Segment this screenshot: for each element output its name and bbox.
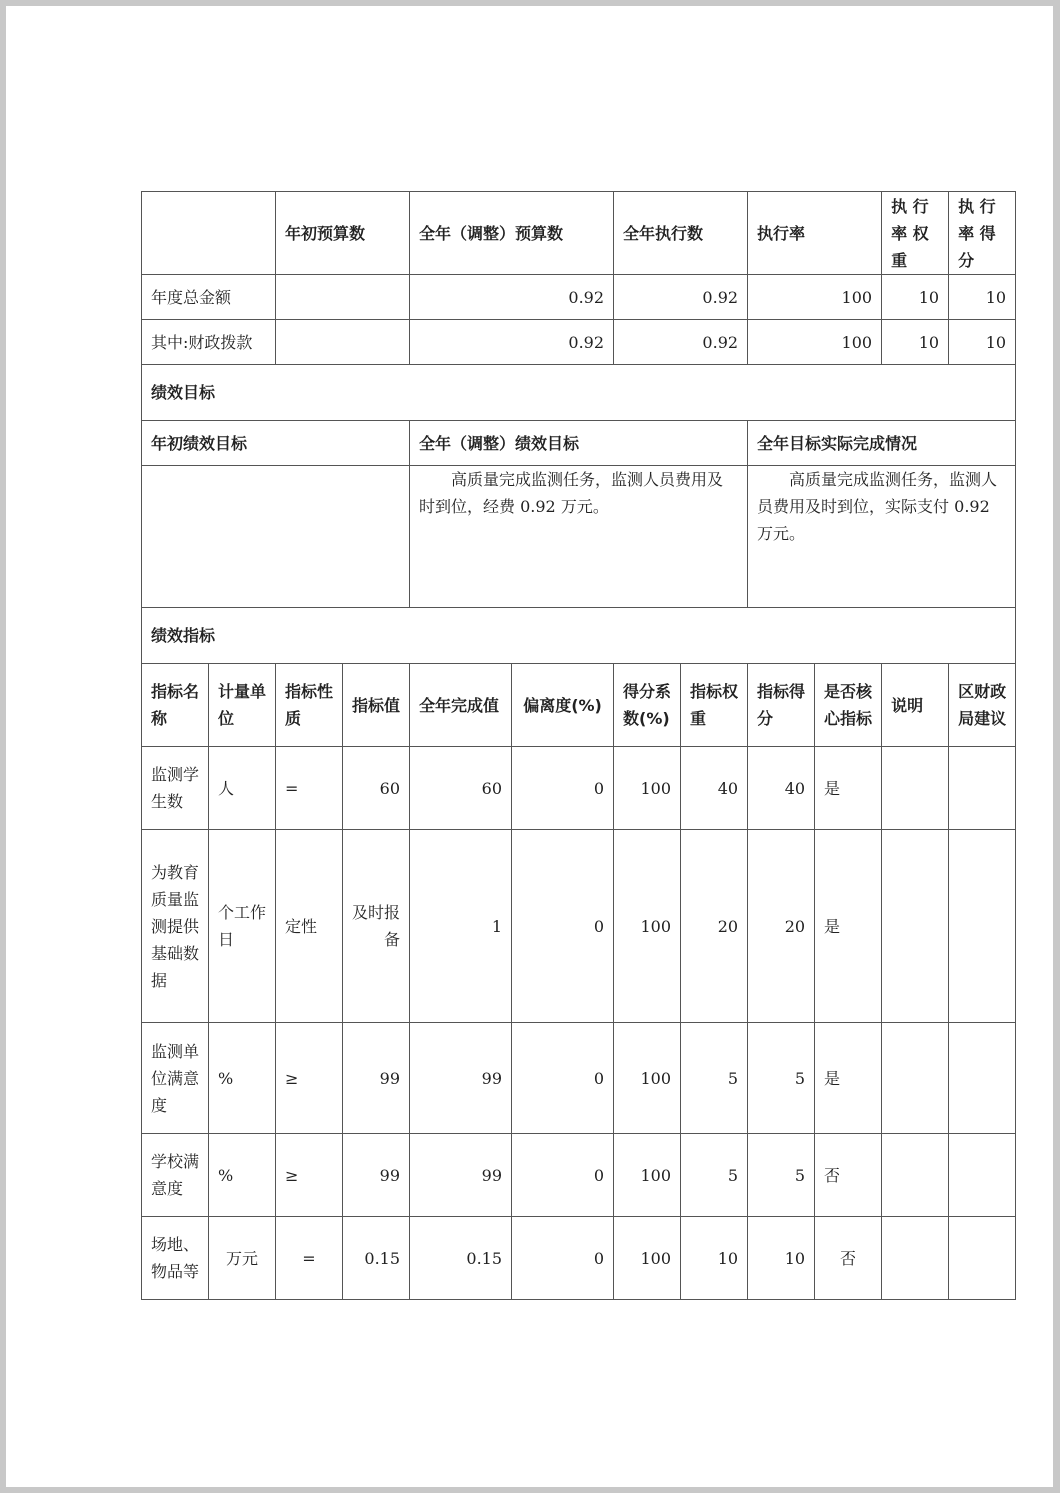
indicator-note: [882, 747, 949, 830]
budget-header-adjusted: 全年（调整）预算数: [410, 192, 614, 275]
indicator-unit: %: [209, 1134, 276, 1217]
indicator-deviation: 0: [512, 1134, 614, 1217]
budget-row-adjusted: 0.92: [410, 275, 614, 320]
indicator-completed: 60: [410, 747, 512, 830]
indicator-unit: 人: [209, 747, 276, 830]
indicator-nature: ≥: [276, 1023, 343, 1134]
indicator-core: 否: [815, 1217, 882, 1300]
budget-header-weight-line: 率 权: [891, 223, 929, 243]
indicator-row: [142, 747, 1016, 830]
indicator-nature: 定性: [276, 830, 343, 1023]
budget-header-blank: [142, 192, 276, 275]
indicator-unit: 万元: [209, 1217, 276, 1300]
indicator-name: 监测学生数: [142, 747, 209, 830]
indicator-score: 5: [748, 1023, 815, 1134]
indicators-header-core: 是否核心指标: [815, 664, 882, 747]
goals-adjusted: 高质量完成监测任务，监测人员费用及时到位，经费 0.92 万元。: [410, 466, 748, 608]
indicators-header-row: [142, 664, 1016, 747]
indicator-value: 99: [343, 1023, 410, 1134]
budget-header-initial: 年初预算数: [276, 192, 410, 275]
indicators-header-value: 指标值: [343, 664, 410, 747]
indicator-coef: 100: [614, 1217, 681, 1300]
budget-row-weight: 10: [882, 275, 949, 320]
budget-row-adjusted: 0.92: [410, 320, 614, 365]
indicator-nature: =: [276, 1217, 343, 1300]
indicator-weight: 5: [681, 1023, 748, 1134]
budget-row-executed: 0.92: [614, 275, 748, 320]
goals-header-actual: 全年目标实际完成情况: [748, 421, 1016, 466]
indicator-row: [142, 830, 1016, 1023]
indicator-core: 是: [815, 830, 882, 1023]
goals-initial: [142, 466, 410, 608]
indicator-completed: 99: [410, 1023, 512, 1134]
budget-row-executed: 0.92: [614, 320, 748, 365]
indicator-completed: 1: [410, 830, 512, 1023]
indicator-row: [142, 1134, 1016, 1217]
indicator-value: 60: [343, 747, 410, 830]
budget-row-label: 其中:财政拨款: [142, 320, 276, 365]
indicator-coef: 100: [614, 1134, 681, 1217]
budget-row-score: 10: [949, 275, 1016, 320]
indicators-header-coef: 得分系数(%): [614, 664, 681, 747]
goals-section-row: [142, 365, 1016, 421]
goals-header-row: [142, 421, 1016, 466]
indicator-score: 5: [748, 1134, 815, 1217]
performance-table: [141, 191, 1016, 1300]
budget-row: [142, 320, 1016, 365]
goals-section-title: 绩效目标: [142, 365, 1016, 421]
indicator-deviation: 0: [512, 1023, 614, 1134]
indicator-nature: ≥: [276, 1134, 343, 1217]
indicator-deviation: 0: [512, 1217, 614, 1300]
budget-header-executed: 全年执行数: [614, 192, 748, 275]
indicator-advice: [949, 830, 1016, 1023]
indicator-deviation: 0: [512, 830, 614, 1023]
budget-header-score-line: 分: [958, 250, 975, 270]
indicator-note: [882, 1023, 949, 1134]
budget-header-weight-line: 重: [891, 250, 908, 270]
indicator-row: [142, 1217, 1016, 1300]
budget-row-score: 10: [949, 320, 1016, 365]
indicators-header-unit: 计量单位: [209, 664, 276, 747]
indicator-weight: 20: [681, 830, 748, 1023]
indicator-coef: 100: [614, 747, 681, 830]
indicator-name: 场地、物品等: [142, 1217, 209, 1300]
budget-header-weight: [882, 192, 949, 275]
indicator-note: [882, 1134, 949, 1217]
indicator-core: 是: [815, 747, 882, 830]
indicator-unit: %: [209, 1023, 276, 1134]
indicators-header-note: 说明: [882, 664, 949, 747]
indicators-section-title: 绩效指标: [142, 608, 1016, 664]
indicator-score: 20: [748, 830, 815, 1023]
indicator-weight: 5: [681, 1134, 748, 1217]
budget-header-rate: 执行率: [748, 192, 882, 275]
goals-content-row: [142, 466, 1016, 608]
indicator-advice: [949, 1134, 1016, 1217]
indicator-row: [142, 1023, 1016, 1134]
indicator-score: 10: [748, 1217, 815, 1300]
budget-row-initial: [276, 275, 410, 320]
indicator-completed: 99: [410, 1134, 512, 1217]
indicator-advice: [949, 1217, 1016, 1300]
goals-actual: 高质量完成监测任务，监测人员费用及时到位，实际支付 0.92 万元。: [748, 466, 1016, 608]
budget-row-rate: 100: [748, 320, 882, 365]
indicator-value: 0.15: [343, 1217, 410, 1300]
indicators-header-name: 指标名称: [142, 664, 209, 747]
indicator-weight: 40: [681, 747, 748, 830]
indicator-note: [882, 1217, 949, 1300]
indicator-core: 否: [815, 1134, 882, 1217]
indicator-name: 监测单位满意度: [142, 1023, 209, 1134]
indicator-deviation: 0: [512, 747, 614, 830]
indicator-name: 学校满意度: [142, 1134, 209, 1217]
indicator-name: 为教育质量监测提供基础数据: [142, 830, 209, 1023]
goals-header-initial: 年初绩效目标: [142, 421, 410, 466]
indicators-header-weight: 指标权重: [681, 664, 748, 747]
budget-row-rate: 100: [748, 275, 882, 320]
indicator-value: 及时报备: [343, 830, 410, 1023]
budget-row-weight: 10: [882, 320, 949, 365]
budget-header-weight-line: 执 行: [891, 196, 929, 216]
indicator-unit: 个工作日: [209, 830, 276, 1023]
indicator-value: 99: [343, 1134, 410, 1217]
indicators-header-completed: 全年完成值: [410, 664, 512, 747]
budget-row-label: 年度总金额: [142, 275, 276, 320]
indicator-completed: 0.15: [410, 1217, 512, 1300]
indicator-weight: 10: [681, 1217, 748, 1300]
indicator-score: 40: [748, 747, 815, 830]
budget-header-score-line: 率 得: [958, 223, 996, 243]
goals-header-adjusted: 全年（调整）绩效目标: [410, 421, 748, 466]
indicator-nature: =: [276, 747, 343, 830]
indicator-advice: [949, 747, 1016, 830]
budget-header-score: [949, 192, 1016, 275]
indicators-header-score: 指标得分: [748, 664, 815, 747]
budget-row: [142, 275, 1016, 320]
indicator-core: 是: [815, 1023, 882, 1134]
budget-row-initial: [276, 320, 410, 365]
indicator-advice: [949, 1023, 1016, 1134]
indicator-note: [882, 830, 949, 1023]
indicators-header-deviation: 偏离度(%): [512, 664, 614, 747]
indicator-coef: 100: [614, 1023, 681, 1134]
indicators-header-advice: 区财政局建议: [949, 664, 1016, 747]
budget-header-score-line: 执 行: [958, 196, 996, 216]
budget-header-row: [142, 192, 1016, 275]
indicators-section-row: [142, 608, 1016, 664]
indicator-coef: 100: [614, 830, 681, 1023]
indicators-header-nature: 指标性质: [276, 664, 343, 747]
